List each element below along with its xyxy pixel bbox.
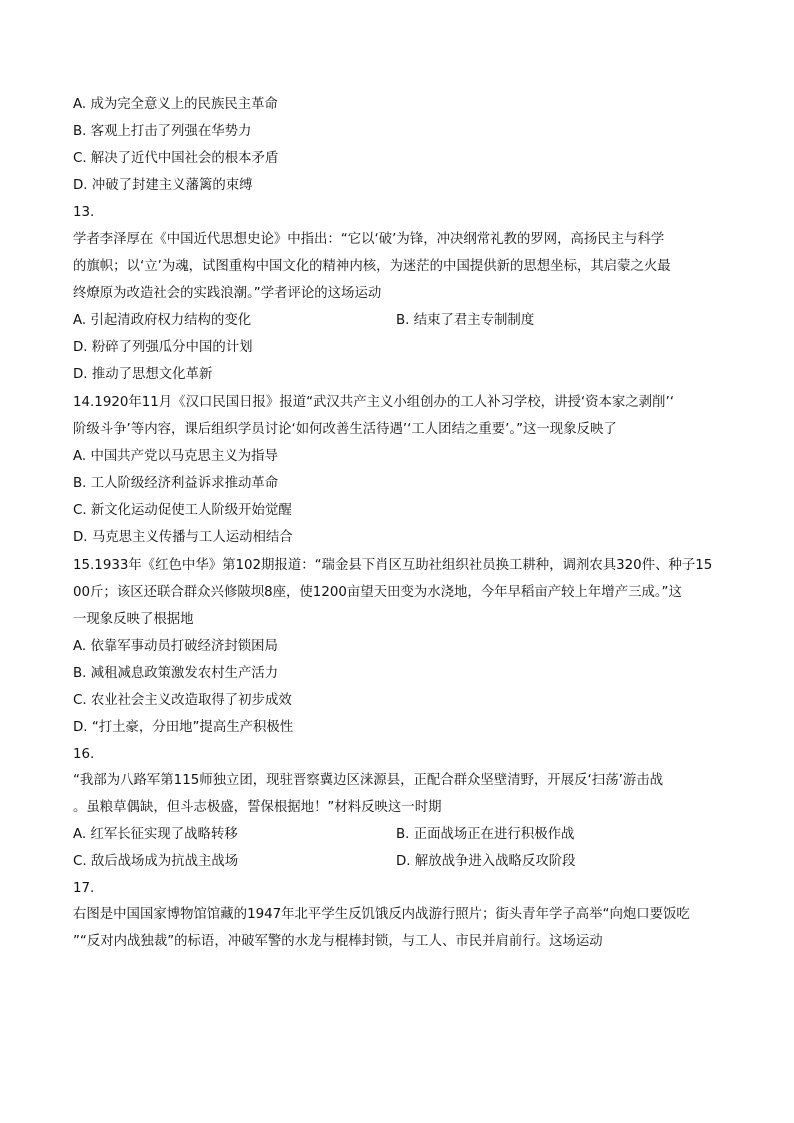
q14-option-d: D. 马克思主义传播与工人运动相结合 — [73, 530, 293, 545]
q17-stem-line-2: ”“反对内战独裁”的标语，冲破军警的水龙与棍棒封锁，与工人、市民并肩前行。这场运动 — [73, 934, 603, 949]
q13-option-a: A. 引起清政府权力结构的变化 — [73, 313, 252, 328]
q15-stem-line-1: 15.1933年《红色中华》第102期报道：“瑞金县下肖区互助社组织社员换工耕种，调剂农具320件、种子15 — [73, 558, 713, 573]
q13-stem-line-3: 终燎原为改造社会的实践浪潮。”学者评论的这场运动 — [73, 286, 382, 301]
q16-stem-line-2: 。虽粮草偶缺，但斗志极盛，誓保根据地！”材料反映这一时期 — [73, 800, 442, 815]
q12-option-b: B. 客观上打击了列强在华势力 — [73, 124, 252, 139]
q14-option-b: B. 工人阶级经济利益诉求推动革命 — [73, 476, 279, 491]
q12-option-a: A. 成为完全意义上的民族民主革命 — [73, 97, 278, 112]
q15-option-b: B. 减租减息政策激发农村生产活力 — [73, 666, 279, 681]
q13-stem-line-1: 学者李泽厚在《中国近代思想史论》中指出：“它以‘破’为锋，冲决纲常礼教的罗网，高扬民主与科学 — [73, 232, 665, 247]
q13-option-b: B. 结束了君主专制制度 — [396, 313, 535, 328]
q15-stem-line-2: 00斤；该区还联合群众兴修陂坝8座，使1200亩望天田变为水浇地，今年早稻亩产较上年增产三成。”这 — [73, 585, 682, 600]
q16-option-d: D. 解放战争进入战略反攻阶段 — [396, 854, 576, 869]
q17-stem-line-1: 右图是中国国家博物馆馆藏的1947年北平学生反饥饿反内战游行照片；街头青年学子高举“向炮口要饭吃 — [73, 907, 690, 922]
q13-stem-line-2: 的旗帜；以‘立’为魂，试图重构中国文化的精神内核，为迷茫的中国提供新的思想坐标，其启蒙之火最 — [73, 259, 671, 274]
q15-stem-line-3: 一现象反映了根据地 — [73, 612, 194, 627]
q17-number: 17. — [73, 881, 95, 896]
q12-option-d: D. 冲破了封建主义藩篱的束缚 — [73, 178, 253, 193]
q16-option-a: A. 红军长征实现了战略转移 — [73, 827, 238, 842]
q13-option-d: D. 粉碎了列强瓜分中国的计划 — [73, 340, 253, 355]
q14-stem-line-1: 14.1920年11月《汉口民国日报》报道“武汉共产主义小组创办的工人补习学校，讲授‘资本家之剥削’‘ — [73, 395, 674, 410]
q16-option-row-ab — [73, 826, 723, 844]
q15-option-a: A. 依靠军事动员打破经济封锁困局 — [73, 639, 278, 654]
q16-option-b: B. 正面战场正在进行积极作战 — [396, 827, 575, 842]
q13-option-d2: D. 推动了思想文化革新 — [73, 367, 213, 382]
q14-stem-line-2: 阶级斗争’等内容，课后组织学员讨论‘如何改善生活待遇’‘工人团结之重要’。”这一现象反映了 — [73, 422, 617, 437]
q16-number: 16. — [73, 747, 95, 762]
q16-stem-line-1: “我部为八路军第115师独立团，现驻晋察冀边区涞源县，正配合群众坚壁清野，开展反‘扫荡’游击战 — [73, 773, 664, 788]
q16-option-row-cd — [73, 853, 723, 871]
q13-number: 13. — [73, 205, 95, 220]
q12-option-c: C. 解决了近代中国社会的根本矛盾 — [73, 151, 279, 166]
q14-option-a: A. 中国共产党以马克思主义为指导 — [73, 449, 278, 464]
q15-option-c: C. 农业社会主义改造取得了初步成效 — [73, 693, 292, 708]
q16-option-c: C. 敌后战场成为抗战主战场 — [73, 854, 239, 869]
q13-option-row-ab — [73, 312, 723, 330]
q15-option-d: D. “打土豪，分田地”提高生产积极性 — [73, 720, 294, 735]
q14-option-c: C. 新文化运动促使工人阶级开始觉醒 — [73, 503, 292, 518]
